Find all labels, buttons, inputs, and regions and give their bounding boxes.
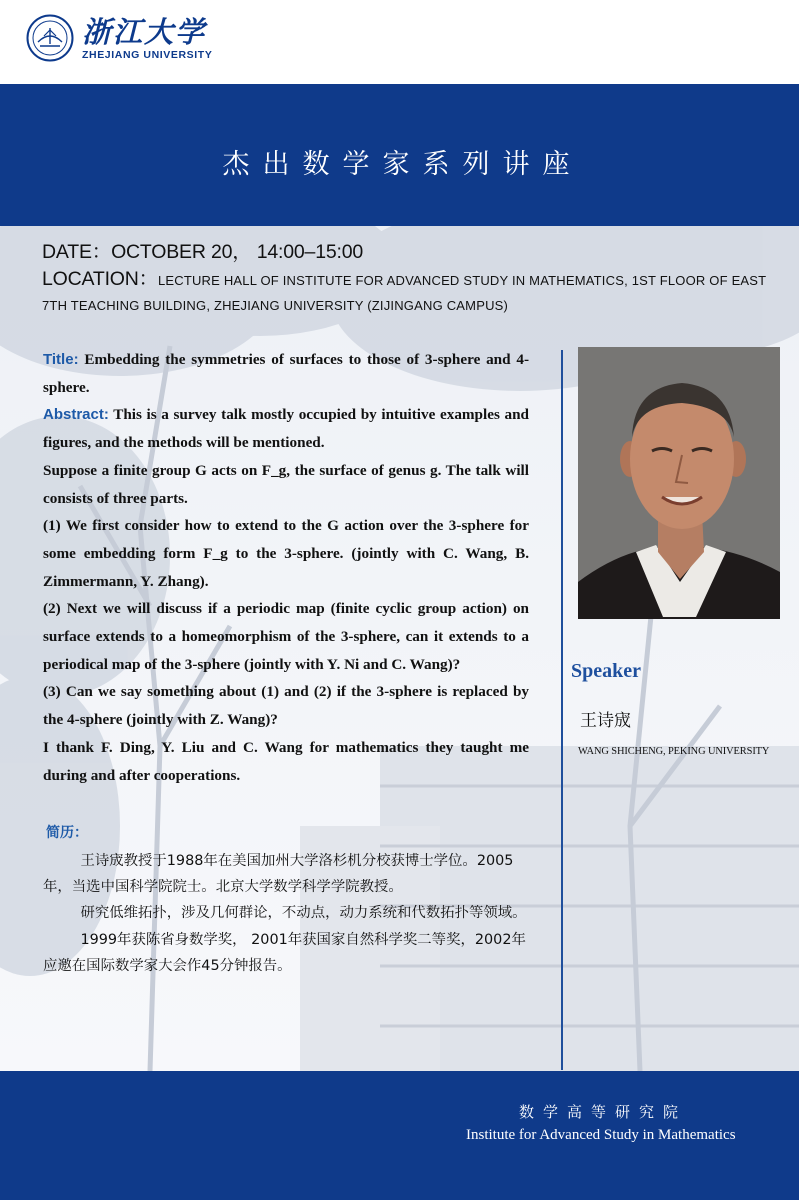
location-label: LOCATION：	[42, 268, 158, 290]
abstract-label: Abstract:	[43, 406, 109, 424]
bio-paragraph: 1999年获陈省身数学奖， 2001年获国家自然科学奖二等奖，2002年应邀在国际数学家大会作45分钟报告。	[43, 931, 526, 974]
acknowledgement: I thank F. Ding, Y. Liu and C. Wang for mathematics they taught me during and after cooperations.	[43, 738, 529, 784]
talk-title	[43, 346, 529, 401]
title-text: Embedding the symmetries of surfaces to those of 3-sphere and 4-sphere.	[43, 351, 529, 396]
institute-english-name: Institute for Advanced Study in Mathematics	[466, 1127, 736, 1143]
abstract-paragraph: (2) Next we will discuss if a periodic map (finite cyclic group action) on surface extends to a homeomorphism of the 3-sphere, can it extends to a periodical map of the 3-sphere (jointly with Y. Ni and C. Wang)?	[43, 600, 529, 673]
bio-text	[43, 848, 531, 979]
speaker-photo	[578, 347, 780, 619]
university-logo[interactable]	[26, 14, 212, 62]
location-line	[42, 267, 782, 318]
abstract	[43, 401, 529, 456]
speaker-affiliation: WANG SHICHENG, PEKING UNIVERSITY	[578, 746, 770, 757]
logo-english-name: ZHEJIANG UNIVERSITY	[82, 48, 213, 61]
abstract-paragraph: (3) Can we say something about (1) and (2) if the 3-sphere is replaced by the 4-sphere (jointly with Z. Wang)?	[43, 683, 529, 729]
header	[0, 0, 799, 84]
location-value: LECTURE HALL OF INSTITUTE FOR ADVANCED STUDY IN MATHEMATICS, 1ST FLOOR OF EAST 7TH TEACHING BUILDING, ZHEJIANG UNIVERSITY (ZIJINGANG CAMPUS)	[42, 273, 767, 313]
title-label: Title:	[43, 351, 79, 368]
speaker-name: 王诗宬	[580, 711, 631, 731]
event-info	[42, 236, 782, 318]
bio-label: 简历：	[46, 825, 88, 841]
institute-chinese-name: 数学高等研究院	[519, 1103, 688, 1121]
date-line	[42, 236, 782, 264]
title-band	[0, 84, 799, 226]
abstract-intro: This is a survey talk mostly occupied by intuitive examples and figures, and the methods will be mentioned.	[43, 406, 529, 452]
date-value: OCTOBER 20， 14:00–15:00	[111, 241, 363, 263]
footer	[0, 1071, 799, 1200]
date-label: DATE：	[42, 241, 112, 263]
speaker-label: Speaker	[571, 660, 641, 682]
abstract-paragraph: Suppose a finite group G acts on F_g, the surface of genus g. The talk will consists of three parts.	[43, 461, 529, 507]
series-title: 杰出数学家系列讲座	[222, 149, 583, 180]
column-divider	[561, 350, 563, 1070]
bio-paragraph: 王诗宬教授于1988年在美国加州大学洛杉机分校获博士学位。2005年，当选中国科学院院士。北京大学数学科学学院教授。	[43, 853, 514, 896]
logo-chinese-name: 浙江大学	[82, 14, 207, 49]
bio-paragraph: 研究低维拓扑，涉及几何群论，不动点，动力系统和代数拓扑等领域。	[80, 905, 527, 922]
university-seal-icon	[26, 14, 74, 62]
talk-details	[43, 346, 529, 789]
abstract-paragraph: (1) We first consider how to extend to the G action over the 3-sphere for some embedding form F_g to the 3-sphere. (jointly with C. Wang, B. Zimmermann, Y. Zhang).	[43, 517, 529, 590]
